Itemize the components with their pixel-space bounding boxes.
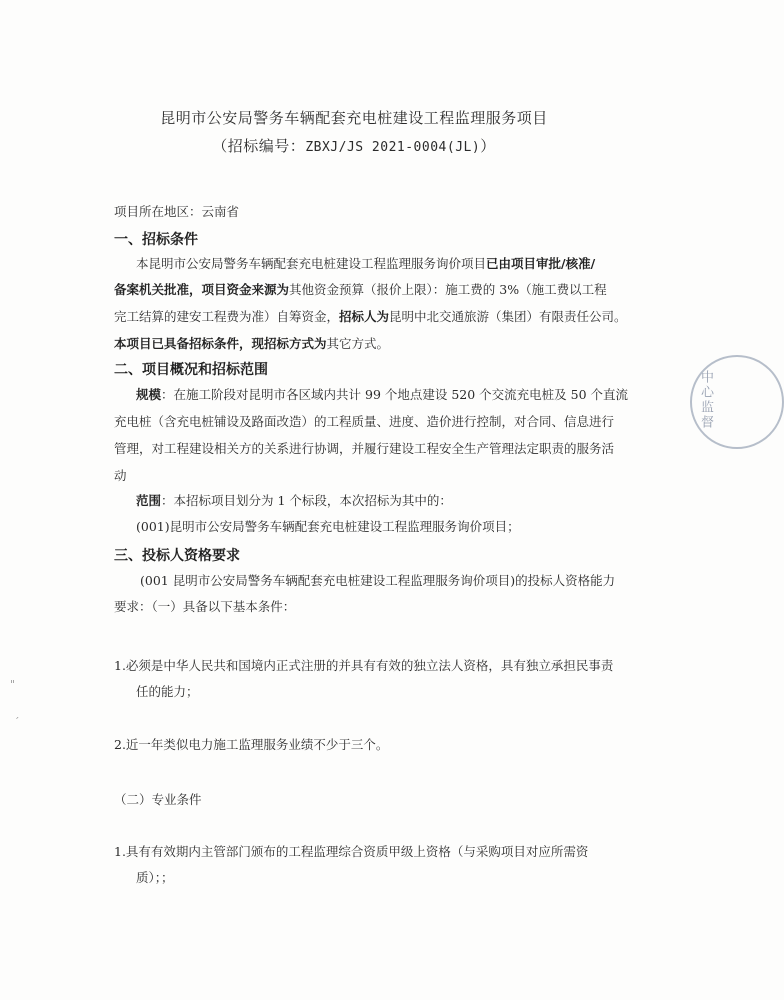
section-1-line-1	[136, 256, 595, 272]
tender-code-line	[0, 138, 708, 156]
s1-text-3c: 昆明中北交通旅游（集团）有限责任公司。	[389, 309, 627, 324]
s1-text-4a: 本项目已具备招标条件，现招标方式为	[114, 336, 327, 351]
basic-condition-2: 2.近一年类似电力施工监理服务业绩不少于三个。	[114, 737, 389, 752]
s1-text-1a: 本昆明市公安局警务车辆配套充电桩建设工程监理服务询价项目	[136, 256, 487, 271]
section-2-line-1	[136, 387, 628, 403]
s2-scope-label: 范围	[136, 493, 162, 508]
s1-text-4b: 其它方式。	[326, 336, 390, 351]
tender-code: ZBXJ/JS 2021-0004(JL)	[305, 140, 481, 155]
section-2-line-3: 管理，对工程建设相关方的关系进行协调，并履行建设工程安全生产管理法定职责的服务活	[114, 441, 615, 456]
section-2-heading: 二、项目概况和招标范围	[114, 362, 268, 378]
section-3-line-1: (001 昆明市公安局警务车辆配套充电桩建设工程监理服务询价项目)的投标人资格能力	[140, 573, 616, 588]
s1-text-2a: 备案机关批准，项目资金来源为	[114, 282, 290, 297]
s1-text-3a: 完工结算的建安工程费为准）自筹资金，	[114, 309, 340, 324]
s1-text-1b: 已由项目审批/核准/	[486, 256, 596, 271]
professional-condition-1b: 质）；；	[136, 870, 174, 885]
section-2-line-6: (001)昆明市公安局警务车辆配套充电桩建设工程监理服务询价项目；	[136, 519, 520, 534]
scan-mark: "	[10, 678, 16, 691]
basic-condition-1b: 任的能力；	[136, 684, 199, 699]
section-2-line-4: 动	[114, 468, 127, 483]
document-title: 昆明市公安局警务车辆配套充电桩建设工程监理服务项目	[160, 109, 548, 127]
tender-code-suffix: ）	[480, 137, 496, 155]
section-2-line-5	[136, 493, 452, 509]
section-2-line-2: 充电桩（含充电桩铺设及路面改造）的工程质量、进度、造价进行控制，对合同、信息进行	[114, 414, 615, 429]
basic-condition-1a: 1.必须是中华人民共和国境内正式注册的并具有有效的独立法人资格，具有独立承担民事责	[114, 658, 614, 673]
section-1-line-2	[114, 282, 607, 298]
tender-code-prefix: （招标编号：	[212, 137, 306, 155]
s2-text-1b: ：在施工阶段对昆明市各区域内共计 99 个地点建设 520 个交流充电桩及 50 个直流	[161, 387, 629, 402]
section-1-line-3	[114, 309, 627, 325]
scan-mark: ˊ	[14, 716, 20, 729]
s2-scale-label: 规模	[136, 387, 162, 402]
professional-condition-1a: 1.具有有效期内主管部门颁布的工程监理综合资质甲级上资格（与采购项目对应所需资	[114, 844, 589, 859]
seal-text: 中心监督	[698, 370, 713, 430]
section-1-line-4	[114, 336, 389, 352]
section-1-heading: 一、招标条件	[114, 232, 198, 248]
project-region: 项目所在地区：云南省	[114, 204, 240, 219]
section-3-heading: 三、投标人资格要求	[114, 548, 240, 564]
professional-conditions-heading: （二）专业条件	[114, 792, 202, 807]
s2-text-5b: ：本招标项目划分为 1 个标段，本次招标为其中的：	[161, 493, 452, 508]
s1-text-2b: 其他资金预算（报价上限）：施工费的 3%（施工费以工程	[289, 282, 607, 297]
s1-text-3b: 招标人为	[339, 309, 390, 324]
section-3-line-2: 要求：（一）具备以下基本条件：	[114, 599, 296, 614]
